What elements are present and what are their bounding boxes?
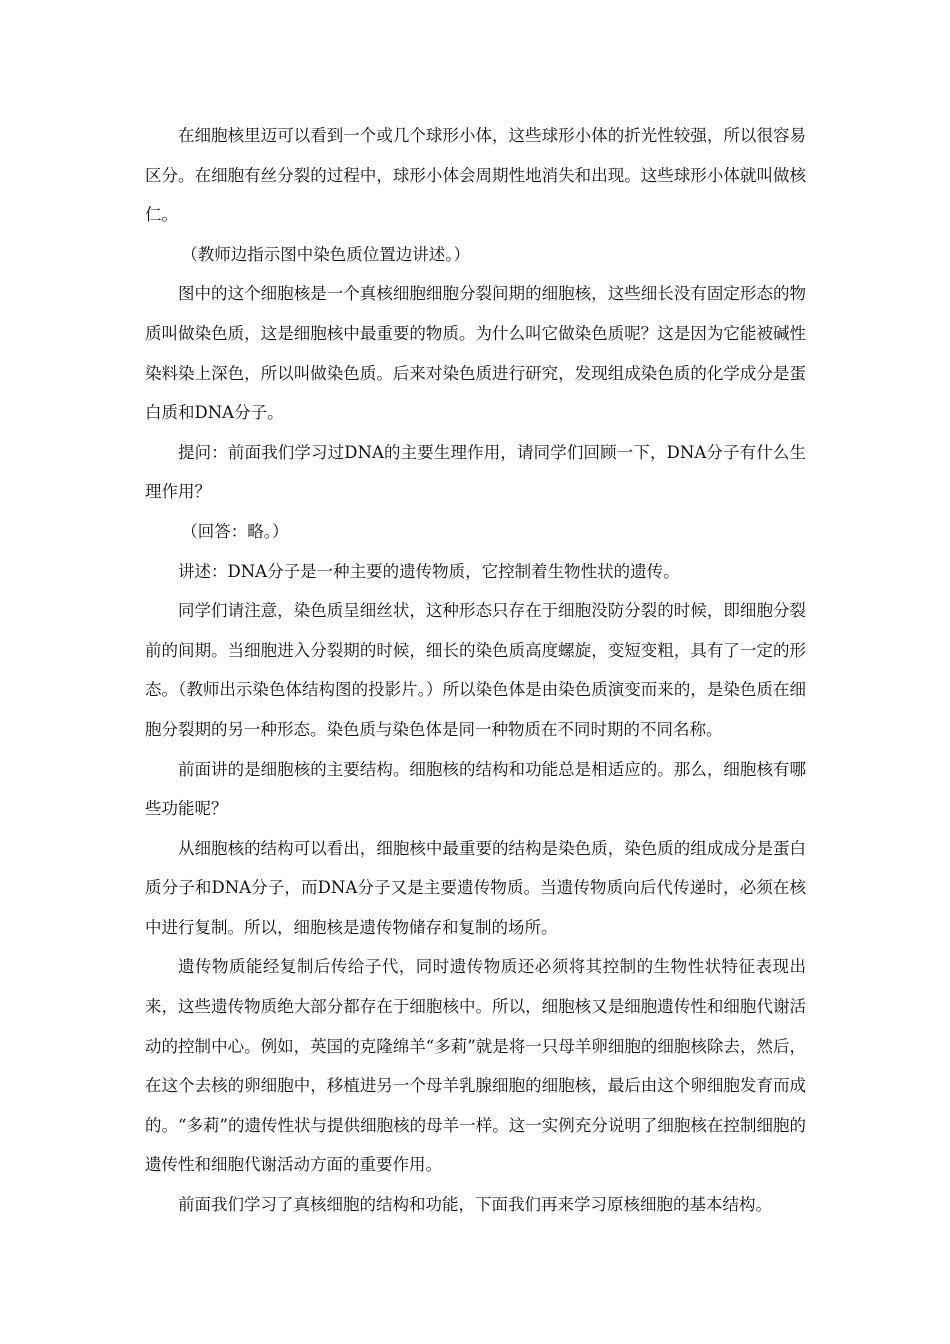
paragraph-chromatin: 图中的这个细胞核是一个真核细胞细胞分裂间期的细胞核，这些细长没有固定形态的物质叫做染色质，这是细胞核中最重要的物质。为什么叫它做染色质呢？这是因为它能被碱性染料染上深色，所以叫做染色质。后来对染色质进行研究，发现组成染色质的化学成分是蛋白质和DNA分子。: [145, 284, 806, 423]
paragraph-question: 提问：前面我们学习过DNA的主要生理作用，请同学们回顾一下，DNA分子有什么生理作用？: [145, 442, 806, 502]
paragraph-nucleus-function-question: 前面讲的是细胞核的主要结构。细胞核的结构和功能总是相适应的。那么，细胞核有哪些功能呢？: [145, 759, 806, 819]
paragraph-answer: （回答：略。）: [181, 521, 289, 541]
paragraph-nucleolus: 在细胞核里迈可以看到一个或几个球形小体，这些球形小体的折光性较强，所以很容易区分。在细胞有丝分裂的过程中，球形小体会周期性地消失和出现。这些球形小体就叫做核仁。: [145, 126, 806, 225]
paragraph-dolly-example: 遗传物质能经复制后传给子代，同时遗传物质还必须将其控制的生物性状特征表现出来，这些遗传物质绝大部分都存在于细胞核中。所以，细胞核又是细胞遗传性和细胞代谢活动的控制中心。例如，英国的克隆绵羊“多莉”就是将一只母羊卵细胞的细胞核除去，然后，在这个去核的卵细胞中，移植进另一个母羊乳腺细胞的细胞核，最后由这个卵细胞发育而成的。“多莉”的遗传性状与提供细胞核的母羊一样。这一实例充分说明了细胞核在控制细胞的遗传性和细胞代谢活动方面的重要作用。: [145, 957, 806, 1175]
paragraph-dna-statement: 讲述：DNA分子是一种主要的遗传物质，它控制着生物性状的遗传。: [178, 561, 680, 581]
paragraph-teacher-note: （教师边指示图中染色质位置边讲述。）: [181, 244, 471, 264]
paragraph-prokaryote-intro: 前面我们学习了真核细胞的结构和功能，下面我们再来学习原核细胞的基本结构。: [178, 1195, 772, 1215]
document-body: [145, 116, 806, 1225]
paragraph-nucleus-storage: 从细胞核的结构可以看出，细胞核中最重要的结构是染色质，染色质的组成成分是蛋白质分子和DNA分子，而DNA分子又是主要遗传物质。当遗传物质向后代传递时，必须在核中进行复制。所以，细胞核是遗传物储存和复制的场所。: [145, 838, 806, 937]
paragraph-chromosome: 同学们请注意，染色质呈细丝状，这种形态只存在于细胞没防分裂的时候，即细胞分裂前的间期。当细胞进入分裂期的时候，细长的染色质高度螺旋，变短变粗，具有了一定的形态。（教师出示染色体结构图的投影片。）所以染色体是由染色质演变而来的，是染色质在细胞分裂期的另一种形态。染色质与染色体是同一种物质在不同时期的不同名称。: [145, 601, 806, 739]
